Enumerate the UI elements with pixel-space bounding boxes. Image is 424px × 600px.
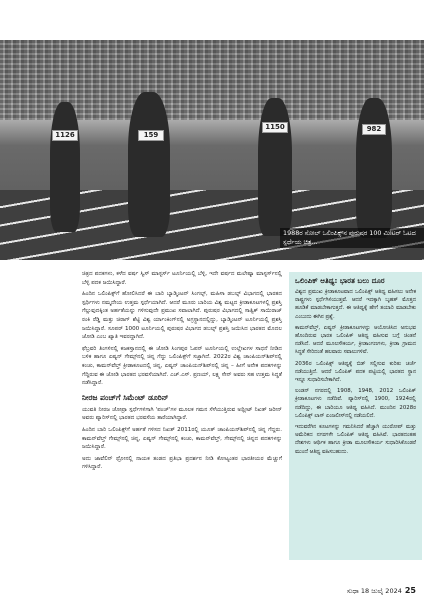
runner-bib: 1126 (52, 130, 78, 141)
page-number: 25 (404, 586, 416, 595)
sidebar-paragraph: ಇದುವರೆಗಿನ ಕೂಟಗಳನ್ನು ಗಮನಿಸಿದರೆ ಹೆಚ್ಚಾಗಿ ಯುರೋಪ್ ಮತ್ತು ಅಮೆರಿಕದ ನಗರಗಳೇ ಒಲಿಂಪಿಕ್ ಆತಿಥ್ಯ ವಹಿಸಿವೆ. ಭಾರತದಂತಹ ದೇಶಗಳು ಆರ್ಥಿಕ ಹಾಗೂ ಕ್ರೀಡಾ ಮೂಲಸೌಕರ್ಯ ಸುಧಾರಿಸಿಕೊಂಡರೆ ಮುಂದೆ ಆತಿಥ್ಯ ವಹಿಸಬಹುದು. (295, 424, 416, 455)
runner-bib: 1150 (262, 122, 288, 133)
article-body (82, 270, 282, 475)
runner-4 (356, 98, 392, 238)
article-paragraph: ಚಿತ್ರದ ಪದಕಗಳು, ಕಳೆದ ವರ್ಷ ಸ್ವಿಸ್ ಮಾಸ್ಟರ್ಸ್ ಟೂರ್ನಿಯಲ್ಲಿ ಬೆಳ್ಳಿ, ಇದೇ ವರ್ಷದ ಮಲೇಷ್ಯಾ ಮಾಸ್ಟರ್ಸ್‌ನಲ್ಲಿ ಬೆಳ್ಳಿ ಪದಕ ಜಯಿಸಿದ್ದಾರೆ. (82, 271, 282, 286)
article-paragraph: ಹಿಂದಿನ ಒಲಿಂಪಿಕ್ಸ್‌ಗೆ ಹೋಲಿಸಿದರೆ ಈ ಬಾರಿ ಬ್ಯಾಡ್ಮಿಂಟನ್ ಸಿಂಗಲ್ಸ್, ಮಹಿಳಾ ಡಬಲ್ಸ್ ವಿಭಾಗದಲ್ಲಿ ಭಾರತದ ಸ್ಪರ್ಧಿಗಳು ನಮ್ಮದೇಯ ಉತ್ತಮ ಸ್ಪರ್ಧೆಯಾಗಿದೆ. ಆದರೆ ಮೂರು ಬಾರಿಯ ವಿಶ್ವ ಮಟ್ಟದ ಕ್ರೀಡಾಕೂಟಗಳಲ್ಲಿ ಪ್ರಶಸ್ತಿ ಗೆಲ್ಲುವುದಕ್ಕಿಂತ ಅರ್ಹತೆಯನ್ನು ಗಳಿಸುವುದೇ ಪ್ರಮುಖ ಸವಾಲಾಗಿದೆ. ಪುರುಷರ ವಿಭಾಗದಲ್ಲಿ ಸಾತ್ವಿಕ್ ಸಾಯಿರಾಜ್ ರಂಕಿ ರೆಡ್ಡಿ ಮತ್ತು ಚಿರಾಗ್ ಶೆಟ್ಟಿ ವಿಶ್ವ ರ್ಯಾಂಕಿಂಗ್‌ನಲ್ಲಿ ಅಗ್ರಸ್ಥಾನದಲ್ಲಿದ್ದು, ಬ್ಯಾಡ್ಮಿಂಟನ್ ಟೂರ್ನಿಯಲ್ಲಿ ಪ್ರಶಸ್ತಿ ಜಯಿಸಿದ್ದಾರೆ. ಸೂಪರ್ 1000 ಟೂರ್ನಿಯಲ್ಲಿ ಪುರುಷರ ವಿಭಾಗದ ಡಬಲ್ಸ್ ಪ್ರಶಸ್ತಿ ಜಯಿಸಿದ ಭಾರತದ ಮೊದಲ ಜೋಡಿ ಎಂಬ ಖ್ಯಾತಿ ಇವರದ್ದಾಗಿದೆ. (82, 291, 282, 341)
runner-2 (128, 92, 170, 237)
runner-bib: 159 (138, 130, 164, 141)
article-paragraph: ಫೆಬ್ರವರಿ ತಿಂಗಳಿನಲ್ಲಿ ಕಜಕಸ್ತಾನದಲ್ಲಿ ಈ ಜೋಡಿ ಸಿಂಗಪುರ ಓಪನ್ ಟೂರ್ನಿಯಲ್ಲಿ ಉಲ್ಲೇಖಗಳ ಸಾಧನೆ ನೀಡಿದ ಬಳಿಕ ಹಾಗೂ ಏಷ್ಯನ್ ಗೇಮ್ಸ್‌ನಲ್ಲಿ ಚಿನ್ನ ಗೆದ್ದು ಒಲಿಂಪಿಕ್ಸ್‌ಗೆ ಸಜ್ಜಾಗಿದೆ. 2022ರ ವಿಶ್ವ ಚಾಂಪಿಯನ್‌ಶಿಪ್‌ನಲ್ಲಿ ಕಂಚು, ಕಾಮನ್‌ವೆಲ್ತ್ ಕ್ರೀಡಾಕೂಟದಲ್ಲಿ ಚಿನ್ನ, ಏಷ್ಯನ್ ಚಾಂಪಿಯನ್‌ಶಿಪ್‌ನಲ್ಲಿ ಚಿನ್ನ – ಹೀಗೆ ಅನೇಕ ಪದಕಗಳನ್ನು ಗೆದ್ದಿರುವ ಈ ಜೋಡಿ ಭಾರತದ ಭರವಸೆಯಾಗಿದೆ. ಎಚ್.ಎಸ್. ಪ್ರಣಯ್, ಲಕ್ಷ್ಯ ಸೇನ್ ಅವರು ಸಹ ಉತ್ತಮ ಸಿದ್ಧತೆ ನಡೆಸಿದ್ದಾರೆ. (82, 345, 282, 387)
sidebar-paragraph: ಕಾಮನ್‌ವೆಲ್ತ್, ಏಷ್ಯನ್ ಕ್ರೀಡಾಕೂಟಗಳನ್ನು ಆಯೋಜಿಸಿದ ಅನುಭವ ಹೊಂದಿರುವ ಭಾರತ ಒಲಿಂಪಿಕ್ ಆತಿಥ್ಯ ವಹಿಸುವ ಬಗ್ಗೆ ಚಿಂತನೆ ನಡೆಸಿದೆ. ಆದರೆ ಮೂಲಸೌಕರ್ಯ, ಕ್ರೀಡಾಂಗಣಗಳು, ಕ್ರೀಡಾ ಗ್ರಾಮದ ಸಿದ್ಧತೆ ಸೇರಿದಂತೆ ಹಲವಾರು ಸವಾಲುಗಳಿವೆ. (295, 324, 416, 356)
article-paragraph: ಯುವತಿ ನೀರಜ ಚೋಪ್ರಾ ಸ್ಪರ್ಧೆಗಳಿಗಾಗಿ 'ಪಂಚ್'ಗಳ ಮೂಲಕ ಗಮನ ಸೆಳೆಯುತ್ತಿರುವ ಅಥ್ಲೀಟ್ ನಿಖತ್ ಜರೀನ್ ಅವರು ಪ್ಯಾರಿಸ್‌ನಲ್ಲಿ ಭಾರತದ ಭರವಸೆಯ ತಾರೆಯಾಗಿದ್ದಾರೆ. (82, 406, 282, 422)
photo-caption: 1988ರ ಸೋಲ್ ಒಲಿಂಪಿಕ್ಸ್‌ನ ಪುರುಷರ 100 ಮೀಟರ್ ಓಟದ ಸ್ಪರ್ಧೆಯ ಚಿತ್ರ... (280, 228, 424, 248)
article-paragraph: ಹಿಂದಿನ ಬಾರಿ ಒಲಿಂಪಿಕ್ಸ್‌ಗೆ ಅರ್ಹತೆ ಗಳಿಸದ ನಿಖತ್ 2011ರಲ್ಲಿ ಯೂತ್ ಚಾಂಪಿಯನ್‌ಶಿಪ್‌ನಲ್ಲಿ ಚಿನ್ನ ಗೆದ್ದರು. ಕಾಮನ್‌ವೆಲ್ತ್ ಗೇಮ್ಸ್‌ನಲ್ಲಿ ಚಿನ್ನ, ಏಷ್ಯನ್ ಗೇಮ್ಸ್‌ನಲ್ಲಿ ಕಂಚು, ಕಾಮನ್‌ವೆಲ್ತ್, ಗೇಮ್ಸ್‌ನಲ್ಲಿ ಚಿನ್ನದ ಪದಕಗಳನ್ನು ಜಯಿಸಿದ್ದಾರೆ. (82, 426, 282, 451)
sidebar-paragraph: 2036ರ ಒಲಿಂಪಿಕ್ಸ್ ಆತಿಥ್ಯಕ್ಕೆ ಬಿಡ್ ಸಲ್ಲಿಸುವ ಕುರಿತು ಚರ್ಚೆ ನಡೆಯುತ್ತಿದೆ. ಆದರೆ ಒಲಿಂಪಿಕ್ ಪದಕ ಪಟ್ಟಿಯಲ್ಲಿ ಭಾರತದ ಸ್ಥಾನ ಇನ್ನೂ ಸುಧಾರಿಸಬೇಕಾಗಿದೆ. (295, 360, 416, 384)
section-heading: ನೀರಜ ಪಂಚ್‌ಗೆ ಸಿಮೆಂಟ್ ಡೂರಿನ್ (82, 392, 169, 402)
runner-1 (50, 102, 80, 232)
issue-date: ಸುಧಾ 18 ಜುಲೈ 2024 (346, 587, 402, 595)
article-paragraph: ಅದು ಜಾವೆಲಿನ್ ಥ್ರೋನಲ್ಲಿ ನಾಯಕ ತಂಡದ ಪ್ರತಿಭಾ ಪ್ರದರ್ಶನ ನೀಡಿ ಕೋಟ್ಯಂತರ ಭಾರತೀಯರ ಮೆಚ್ಚುಗೆ ಗಳಿಸಿದ್ದಾರೆ. (82, 455, 282, 471)
page-footer (347, 586, 416, 596)
runner-bib: 982 (362, 124, 386, 135)
olympic-sprint-photo (0, 40, 424, 260)
sidebar-box (289, 272, 422, 560)
sidebar-paragraph: ಲಂಡನ್ ನಗರದಲ್ಲಿ 1908, 1948, 2012 ಒಲಿಂಪಿಕ್ ಕ್ರೀಡಾಕೂಟಗಳು ನಡೆದಿವೆ. ಪ್ಯಾರಿಸ್‌ನಲ್ಲಿ 1900, 1924ರಲ್ಲಿ ನಡೆದಿದ್ದು, ಈ ಬಾರಿಯೂ ಆತಿಥ್ಯ ವಹಿಸಿದೆ. ಮುಂದಿನ 2028ರ ಒಲಿಂಪಿಕ್ಸ್ ಲಾಸ್ ಏಂಜಲೀಸ್‌ನಲ್ಲಿ ನಡೆಯಲಿದೆ. (295, 388, 416, 419)
runner-3 (258, 98, 292, 236)
sidebar-paragraph: ವಿಶ್ವದ ಪ್ರಮುಖ ಕ್ರೀಡಾಕೂಟವಾದ ಒಲಿಂಪಿಕ್ಸ್ ಆತಿಥ್ಯ ವಹಿಸಲು ಅನೇಕ ರಾಷ್ಟ್ರಗಳು ಸ್ಪರ್ಧೆಗಿಳಿಯುತ್ತವೆ. ಆದರೆ ಇದಕ್ಕಾಗಿ ಬೃಹತ್ ಮೊತ್ತದ ಹೂಡಿಕೆ ಮಾಡಬೇಕಾಗುತ್ತದೆ. ಈ ಆತಿಥ್ಯಕ್ಕೆ ಹೇಗೆ ತಯಾರಿ ಮಾಡಬೇಕು ಎಂಬುದು ಈಗಿನ ಪ್ರಶ್ನೆ. (295, 289, 416, 320)
sidebar-title: ಒಲಿಂಪಿಕ್ ಆತಿಥ್ಯ: ಭಾರತ ಬಲು ದೂರ (295, 276, 385, 285)
